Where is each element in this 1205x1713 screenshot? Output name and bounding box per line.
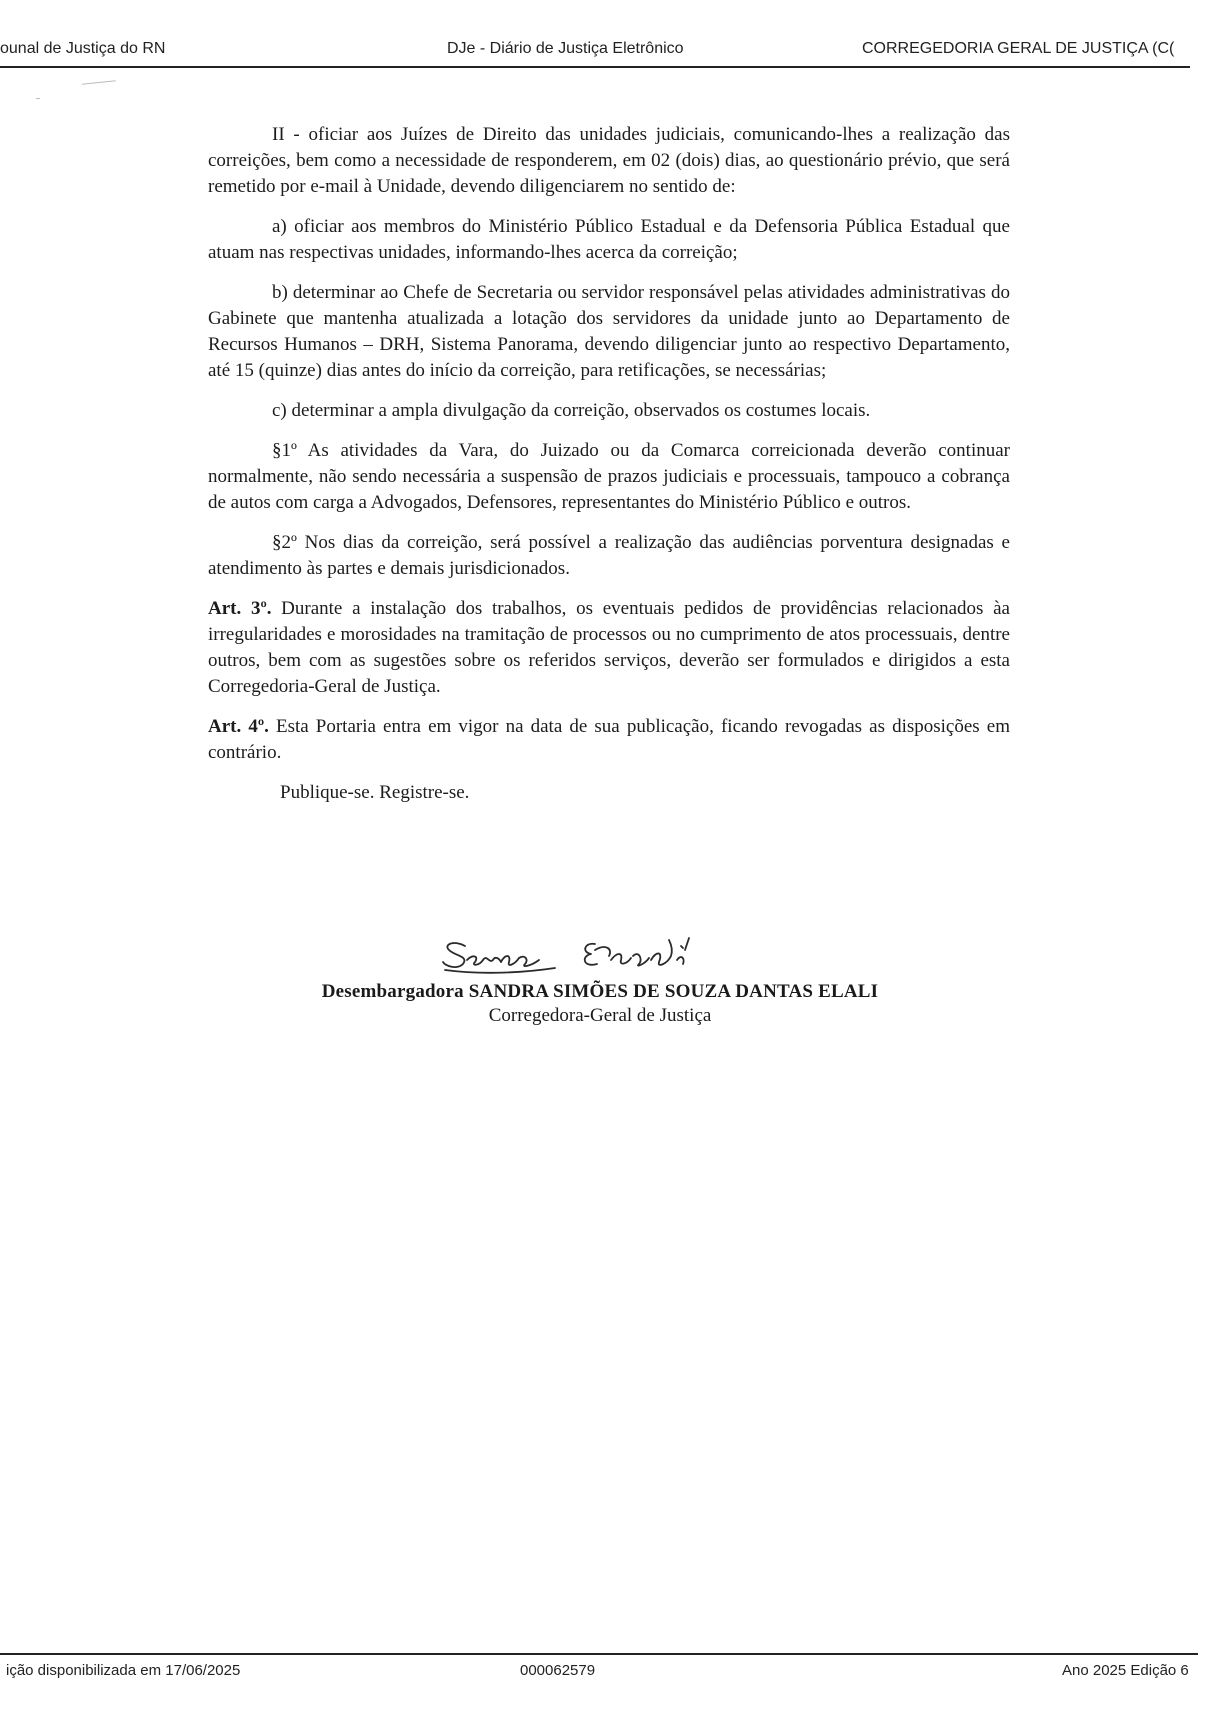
signature-block [250, 930, 950, 1028]
signatory-title: Corregedora-Geral de Justiça [488, 1005, 712, 1026]
header-section-name: CORREGEDORIA GERAL DE JUSTIÇA (C( [862, 40, 1175, 57]
article-3 [208, 596, 1010, 700]
document-body [208, 122, 1010, 806]
paragraph-item-a: a) oficiar aos membros do Ministério Público Estadual e da Defensoria Pública Estadual que atuam nas respectivas unidades, informando-lhes acerca da correição; [208, 216, 1010, 263]
header-divider [0, 66, 1190, 68]
footer-document-number: 000062579 [520, 1662, 596, 1679]
page-header [0, 34, 1190, 64]
footer-divider [0, 1653, 1198, 1655]
article-4 [208, 714, 1010, 766]
signatory-name: Desembargadora SANDRA SIMÕES DE SOUZA DANTAS ELALI [321, 981, 879, 1002]
scan-artifact [36, 98, 40, 99]
paragraph-section-2: §2º Nos dias da correição, será possível a realização das audiências porventura designadas e atendimento às partes e demais jurisdicionados. [208, 532, 1010, 579]
article-3-text: Durante a instalação dos trabalhos, os eventuais pedidos de providências relacionados àa irregularidades e morosidades na tramitação de processos ou no cumprimento de atos processuais, dentre outros, bem com as sugestões sobre os referidos serviços, deverão ser formulados e dirigidos a esta Corregedoria-Geral de Justiça. [208, 598, 1010, 697]
closing-formula: Publique-se. Registre-se. [280, 782, 470, 803]
scan-artifact [82, 80, 116, 88]
page-footer [0, 1662, 1198, 1686]
paragraph-section-1: §1º As atividades da Vara, do Juizado ou da Comarca correicionada deverão continuar normalmente, não sendo necessária a suspensão de prazos judiciais e processuais, tampouco a cobrança de autos com carga a Advogados, Defensores, representantes do Ministério Público e outros. [208, 440, 1010, 513]
paragraph-item-b: b) determinar ao Chefe de Secretaria ou servidor responsável pelas atividades administrativas do Gabinete que mantenha atualizada a lotação dos servidores da unidade junto ao Departamento de Recursos Humanos – DRH, Sistema Panorama, devendo diligenciar junto ao respectivo Departamento, até 15 (quinze) dias antes do início da correição, para retificações, se necessárias; [208, 282, 1010, 381]
header-court-name: ounal de Justiça do RN [0, 40, 166, 57]
article-4-text: Esta Portaria entra em vigor na data de sua publicação, ficando revogadas as disposições em contrário. [208, 716, 1010, 763]
paragraph-item-ii: II - oficiar aos Juízes de Direito das unidades judiciais, comunicando-lhes a realização das correições, bem como a necessidade de responderem, em 02 (dois) dias, ao questionário prévio, que será remetido por e-mail à Unidade, devendo diligenciarem no sentido de: [208, 124, 1010, 197]
article-3-label: Art. 3º. [208, 598, 272, 619]
paragraph-item-c: c) determinar a ampla divulgação da correição, observados os costumes locais. [272, 400, 871, 421]
handwritten-signature [435, 930, 765, 980]
article-4-label: Art. 4º. [208, 716, 269, 737]
footer-edition: Ano 2025 Edição 6 [1062, 1662, 1189, 1679]
footer-publication-date: ição disponibilizada em 17/06/2025 [6, 1662, 241, 1679]
header-journal-name: DJe - Diário de Justiça Eletrônico [447, 40, 684, 57]
